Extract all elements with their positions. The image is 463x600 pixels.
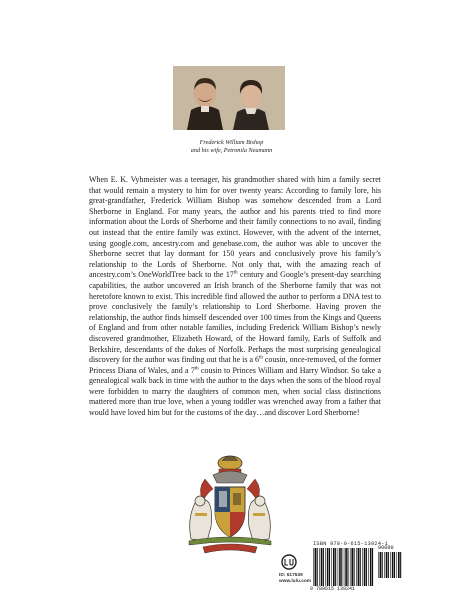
- description-part-2: century and Google’s present-day searching capabilities, the author uncovered an Irish branch of the Sherborne family that was not heretofore known to exist. This incredible find allowed the author to perform a DNA test to prove conclusively the family’s relationship to Lord Sherborne. Having proven the relationship, the author finds himself descended over 100 times from the Kings and Queens of England and from other notable families, including Frederick William Bishop’s newly discovered grandmother, Elizabeth Howard, of the Howard family, Earls of Suffolk and Berkshire, descendants of the dukes of Norfolk. Perhaps the most surprising genealogical discovery for the author was finding out that he is a 6: [89, 270, 381, 365]
- barcode-bar: [366, 548, 367, 586]
- barcode-bar: [364, 548, 366, 586]
- barcode-bar: [360, 548, 361, 586]
- barcode-bar: [370, 548, 372, 586]
- photo-caption-line-2: and his wife, Petronila Neumann: [190, 147, 273, 154]
- back-cover-description: [89, 175, 381, 419]
- barcode-bar: [345, 548, 347, 586]
- barcode-bar: [347, 548, 348, 586]
- barcode-bar: [396, 552, 397, 578]
- description-part-1: When E. K. Vyhmeister was a teenager, his grandmother shared with him a family secret that would remain a mystery to him for over twenty years: According to family lore, his great-grandfather, Frederick William Bishop was somehow descended from a Lord Sherborne in England. For many years, the author and his parents tried to find more information about the Lords of Sherborne and their family connections to no avail, finding out instead that the entire family was extinct. However, with the advent of the internet, using google.com, ancestry.com and genebase.com, the author was able to uncover the Sherborne secret that lay dormant for 150 years and conclusively prove his family’s relationship to the Lords of Sherborne. Not only that, with the amazing reach of ancestry.com’s OneWorldTree back to the 17: [89, 175, 381, 280]
- barcode-bar: [400, 552, 401, 578]
- barcode-bar: [362, 548, 363, 586]
- barcode-bar: [313, 548, 314, 586]
- barcode-bar: [356, 548, 357, 586]
- barcode-bar: [380, 552, 382, 578]
- description-part-4: cousin to Princes William and Harry Windsor. So take a genealogical walk back in time with the author to the days when the sons of the blood royal were forbidden to marry the daughters of common men, when social class distinctions mattered more than true love, when a young toddler was wrenched away from a father that would have loved him but for the customs of the day…and discover Lord Sherborne!: [89, 365, 381, 418]
- barcode-bar: [331, 548, 332, 586]
- barcode-bar: [344, 548, 345, 586]
- isbn-barcode: [313, 548, 375, 588]
- portrait-photo: [173, 66, 285, 130]
- barcode-bar: [390, 552, 391, 578]
- barcode-bar: [392, 552, 394, 578]
- barcode-bar: [368, 548, 369, 586]
- ordinal-suffix-3: th: [194, 366, 199, 372]
- barcode-digits: 9 780615 139241: [310, 586, 356, 592]
- isbn-label: ISBN 978-0-615-13924-1: [313, 541, 389, 547]
- barcode-bar: [325, 548, 326, 586]
- barcode-bar: [327, 548, 329, 586]
- barcode-bar: [341, 548, 342, 586]
- barcode-bar: [386, 552, 388, 578]
- barcode-addon-number: 90000: [378, 545, 394, 551]
- barcode-bar: [350, 548, 351, 586]
- barcode-bar: [382, 552, 383, 578]
- barcode-bar: [333, 548, 335, 586]
- publisher-info: [279, 573, 311, 585]
- barcode-addon: [378, 552, 402, 578]
- barcode-bar: [358, 548, 360, 586]
- barcode-bar: [317, 548, 318, 586]
- barcode-bar: [384, 552, 385, 578]
- ordinal-suffix-1: th: [233, 270, 238, 276]
- coat-of-arms-icon: [183, 449, 277, 557]
- description-part-3: cousin, once-removed, of the former Princess Diana of Wales, and a 7: [89, 355, 382, 375]
- barcode-bar: [329, 548, 330, 586]
- ordinal-suffix-2: th: [258, 355, 263, 361]
- barcode-bar: [394, 552, 395, 578]
- barcode-bar: [351, 548, 353, 586]
- portrait-image: [173, 66, 285, 130]
- barcode-bar: [323, 548, 324, 586]
- photo-caption-line-1: Frederick William Bishop: [199, 139, 264, 146]
- barcode-bar: [354, 548, 355, 586]
- barcode-bar: [339, 548, 341, 586]
- barcode-bar: [319, 548, 320, 586]
- barcode-bar: [388, 552, 389, 578]
- lulu-logo-icon: [278, 553, 300, 573]
- barcode-bar: [398, 552, 400, 578]
- publisher-id: ID: 617539: [279, 573, 303, 578]
- barcode-bar: [321, 548, 323, 586]
- barcode-bar: [338, 548, 339, 586]
- barcode-bar: [378, 552, 379, 578]
- barcode-bar: [315, 548, 317, 586]
- publisher-website: www.lulu.com: [279, 579, 312, 584]
- barcode-bar: [372, 548, 373, 586]
- barcode-bar: [335, 548, 336, 586]
